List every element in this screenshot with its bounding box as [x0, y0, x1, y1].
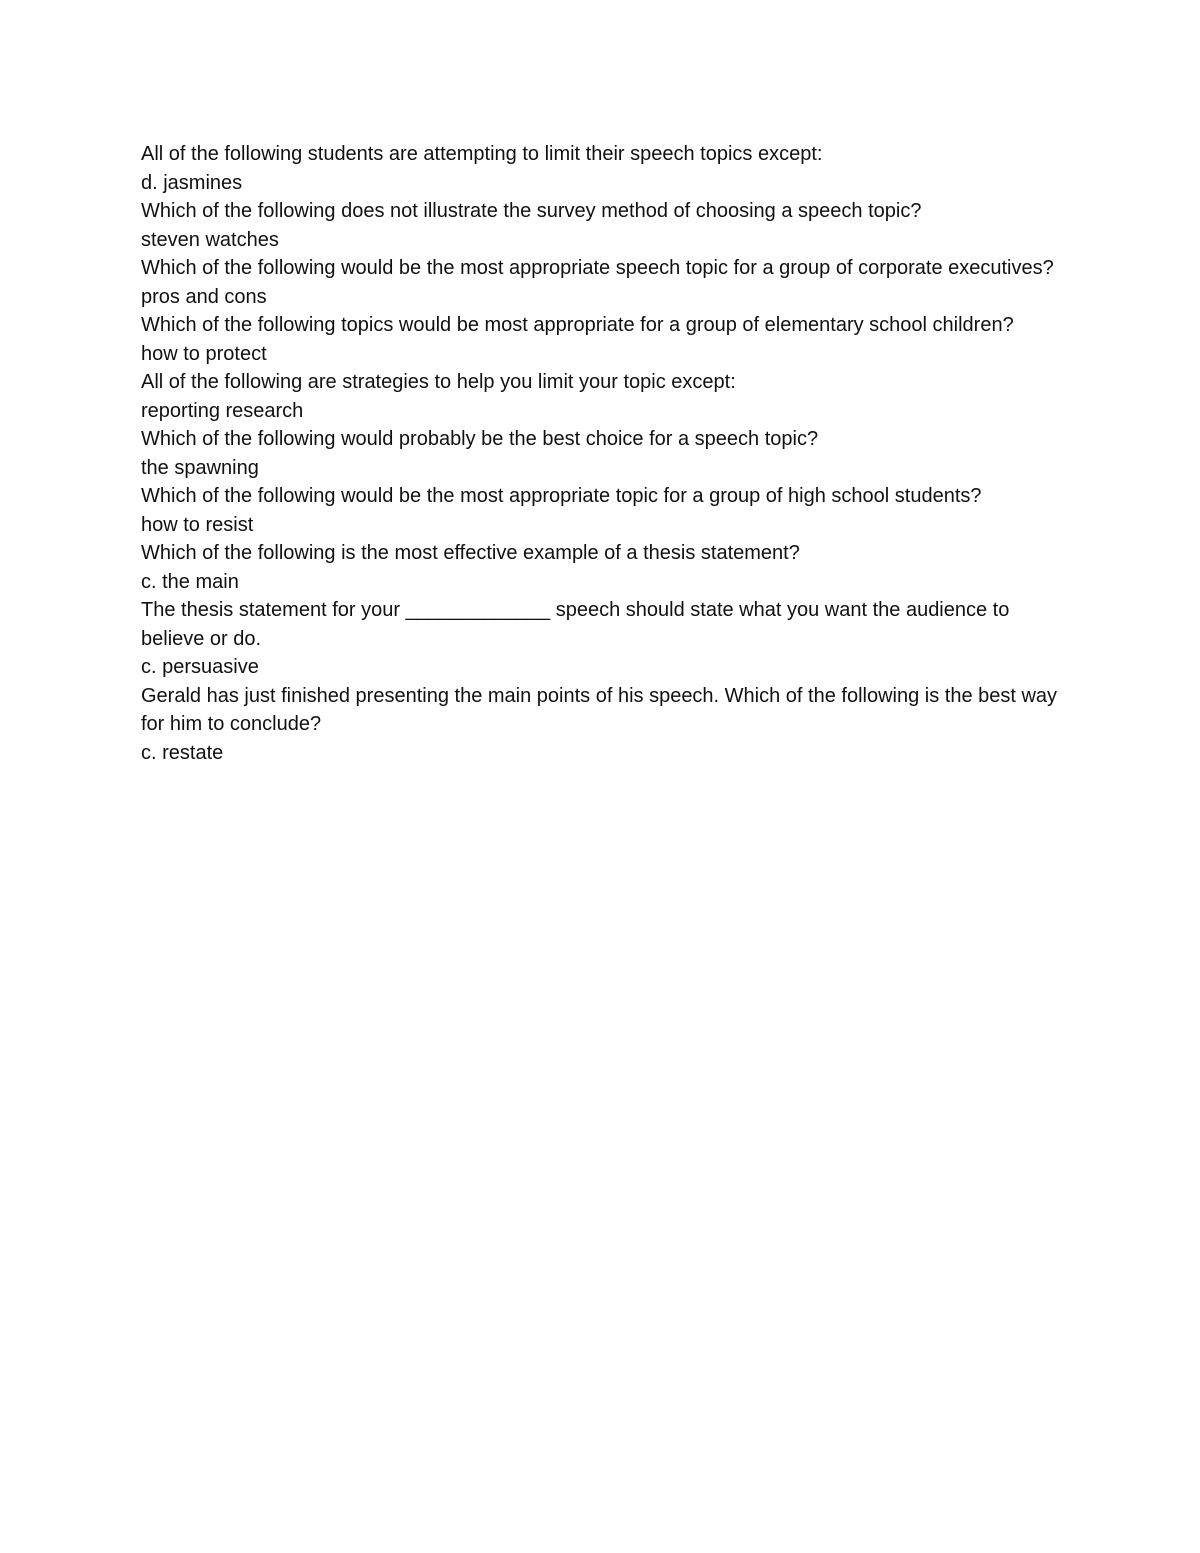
- question-text: Gerald has just finished presenting the main points of his speech. Which of the following is the best way for him to conclude?: [141, 684, 1058, 735]
- answer-text: how to protect: [141, 342, 267, 365]
- question-text: Which of the following would be the most appropriate topic for a group of high school students?: [141, 485, 982, 507]
- answer-text: c. persuasive: [141, 656, 259, 678]
- answer-text: d. jasmines: [141, 171, 243, 194]
- question-text: The thesis statement for your _____________ speech should state what you want the audience to believe or do.: [141, 599, 1010, 650]
- question-text: All of the following students are attempting to limit their speech topics except:: [141, 143, 823, 165]
- answer-text: c. restate: [141, 741, 224, 764]
- question-text: Which of the following would probably be the best choice for a speech topic?: [141, 428, 819, 450]
- question-text: Which of the following would be the most appropriate speech topic for a group of corporate executives?: [141, 257, 1054, 279]
- answer-text: the spawning: [141, 456, 259, 479]
- question-text: Which of the following topics would be most appropriate for a group of elementary school children?: [141, 314, 1014, 336]
- answer-text: steven watches: [141, 228, 279, 251]
- answer-text: how to resist: [141, 513, 254, 536]
- question-text: All of the following are strategies to help you limit your topic except:: [141, 371, 736, 393]
- answer-text: reporting research: [141, 399, 304, 422]
- question-text: Which of the following is the most effective example of a thesis statement?: [141, 542, 800, 564]
- answer-text: pros and cons: [141, 285, 267, 308]
- document-body: [141, 140, 1061, 767]
- answer-text: c. the main: [141, 570, 239, 593]
- question-text: Which of the following does not illustrate the survey method of choosing a speech topic?: [141, 200, 922, 222]
